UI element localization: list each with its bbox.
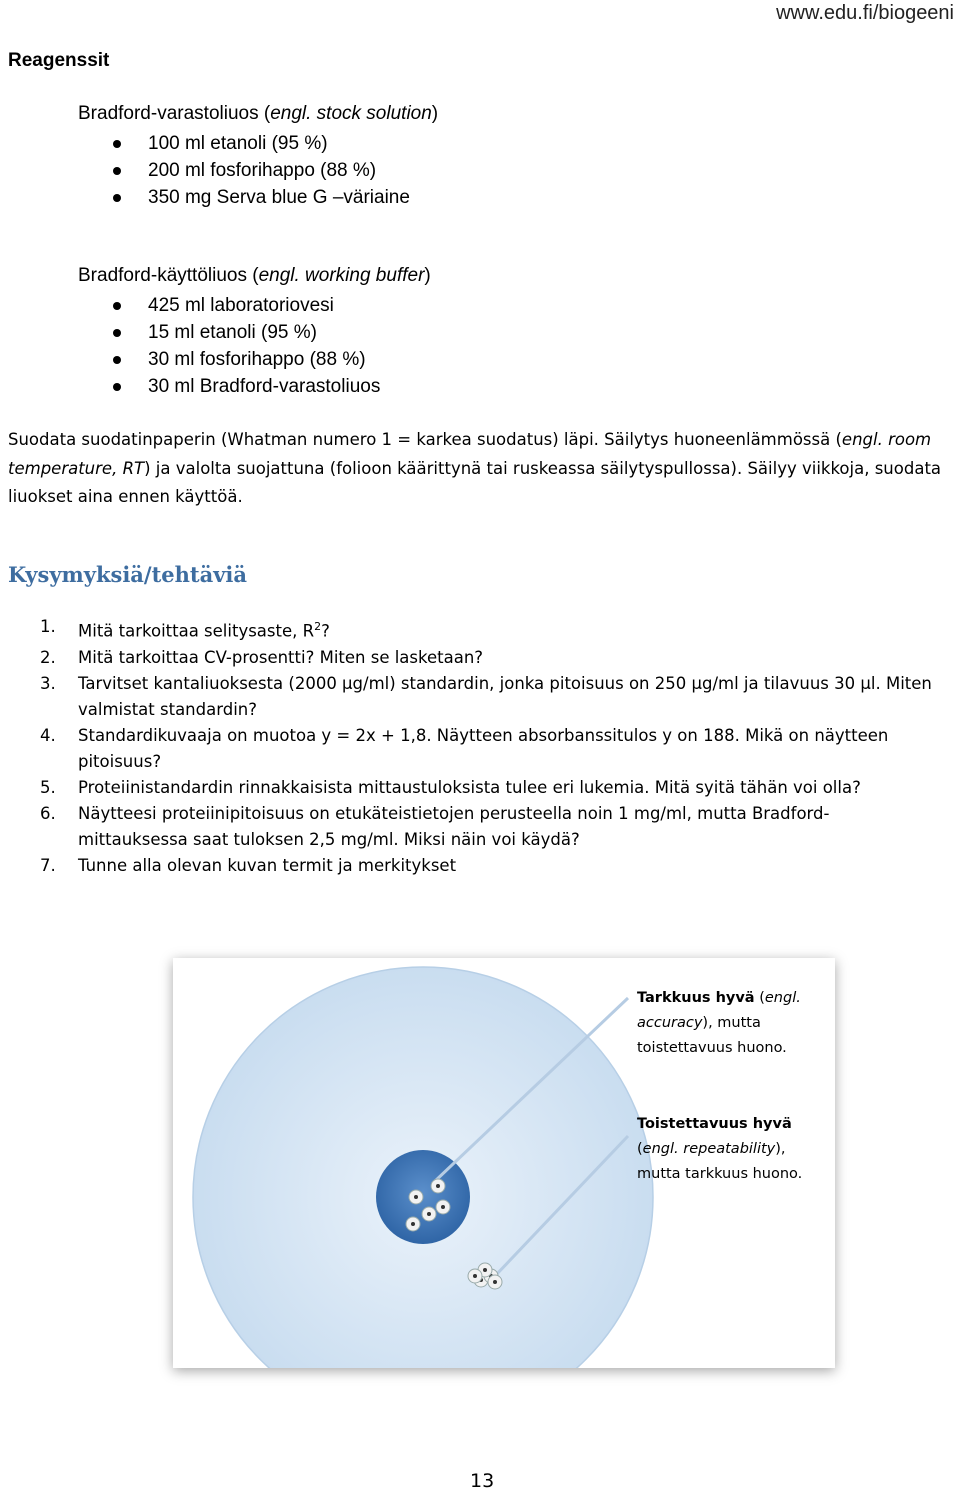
question-text: Näytteesi proteiinipitoisuus on etukäteistietojen perusteella noin 1 mg/ml, mutta Bradford-mittauksessa saat tuloksen 2,5 mg/ml. Miksi näin voi käydä? — [78, 803, 830, 849]
list-item: 350 mg Serva blue G –väriaine — [110, 184, 410, 211]
working-title-main: Bradford-käyttöliuos — [78, 265, 247, 286]
question-item — [8, 775, 938, 801]
storage-note-part2: ) ja valolta suojattuna (folioon käärittynä tai ruskeassa säilytyspullossa). Säilyy viikkoja, suodata liuokset aina ennen käyttöä. — [8, 458, 942, 506]
question-number: 3. — [40, 673, 56, 693]
question-superscript: 2 — [314, 620, 322, 633]
question-number: 2. — [40, 647, 56, 667]
question-item — [8, 853, 938, 879]
working-buffer-title — [78, 265, 431, 287]
question-text: Tunne alla olevan kuvan termit ja merkitykset — [78, 855, 457, 875]
question-text: Tarvitset kantaliuoksesta (2000 µg/ml) standardin, jonka pitoisuus on 250 µg/ml ja tilavuus 30 µl. Miten valmistat standardin? — [78, 673, 932, 719]
list-item: 100 ml etanoli (95 %) — [110, 130, 410, 157]
hit-dot-center — [427, 1212, 431, 1216]
accuracy-label-rest: ), mutta toistettavuus huono. — [637, 1015, 787, 1056]
question-item — [8, 645, 938, 671]
stock-title-main: Bradford-varastoliuos — [78, 103, 259, 124]
storage-note-engl: engl. room temperature, RT — [8, 430, 932, 478]
list-item: 200 ml fosforihappo (88 %) — [110, 157, 410, 184]
question-text: Mitä tarkoittaa selitysaste, R — [78, 621, 315, 641]
question-text: Proteiinistandardin rinnakkaisista mittaustuloksista tulee eri lukemia. Mitä syitä tähän voi olla? — [78, 777, 861, 797]
repeatability-label-open: ( — [637, 1141, 643, 1157]
accuracy-precision-figure — [173, 958, 835, 1368]
list-item: 30 ml Bradford-varastoliuos — [110, 373, 380, 400]
questions-heading: Kysymyksiä/tehtäviä — [8, 562, 248, 587]
accuracy-label-bold: Tarkkuus hyvä — [637, 990, 755, 1006]
hit-dot-center — [411, 1222, 415, 1226]
repeatability-label-bold: Toistettavuus hyvä — [637, 1116, 792, 1132]
list-item: 425 ml laboratoriovesi — [110, 292, 380, 319]
working-title-open: ( — [246, 265, 259, 286]
hit-dot-center — [493, 1280, 497, 1284]
storage-note — [8, 426, 948, 512]
question-item — [8, 723, 938, 775]
repeatability-label — [637, 1112, 817, 1187]
working-title-close: ) — [424, 265, 431, 286]
question-item — [8, 801, 938, 853]
question-number: 4. — [40, 725, 56, 745]
question-text-end: ? — [321, 621, 330, 641]
stock-ingredients-list — [110, 130, 410, 211]
reagents-heading: Reagenssit — [8, 50, 110, 71]
question-number: 6. — [40, 803, 56, 823]
question-text: Mitä tarkoittaa CV-prosentti? Miten se lasketaan? — [78, 647, 484, 667]
hit-dot-center — [414, 1195, 418, 1199]
stock-title-engl: engl. stock solution — [270, 103, 432, 124]
question-text: Standardikuvaaja on muotoa y = 2x + 1,8. Näytteen absorbanssitulos y on 188. Mikä on näytteen pitoisuus? — [78, 725, 889, 771]
working-ingredients-list — [110, 292, 380, 400]
question-number: 5. — [40, 777, 56, 797]
repeatability-label-engl: engl. repeatability — [642, 1141, 776, 1157]
list-item: 30 ml fosforihappo (88 %) — [110, 346, 380, 373]
storage-note-part1: Suodata suodatinpaperin (Whatman numero 1 = karkea suodatus) läpi. Säilytys huoneenlämmössä ( — [8, 430, 842, 449]
list-item: 15 ml etanoli (95 %) — [110, 319, 380, 346]
question-item — [8, 671, 938, 723]
question-item — [8, 614, 938, 645]
stock-title-open: ( — [258, 103, 271, 124]
hit-dot-center — [483, 1268, 487, 1272]
hit-dot-center — [473, 1274, 477, 1278]
question-number: 1. — [40, 617, 56, 636]
stock-solution-title — [78, 103, 438, 125]
hit-dot-center — [441, 1205, 445, 1209]
accuracy-label-engl: engl. accuracy — [637, 990, 801, 1031]
site-url: www.edu.fi/biogeeni — [776, 2, 954, 24]
question-number: 7. — [40, 855, 56, 875]
page-number: 13 — [470, 1470, 495, 1492]
stock-title-close: ) — [431, 103, 439, 124]
accuracy-label-open: ( — [754, 990, 765, 1006]
accuracy-label — [637, 986, 812, 1061]
hit-dot-center — [436, 1184, 440, 1188]
repeatability-label-rest: ), mutta tarkkuus huono. — [637, 1141, 803, 1182]
working-title-engl: engl. working buffer — [258, 265, 425, 286]
questions-list — [8, 614, 938, 879]
